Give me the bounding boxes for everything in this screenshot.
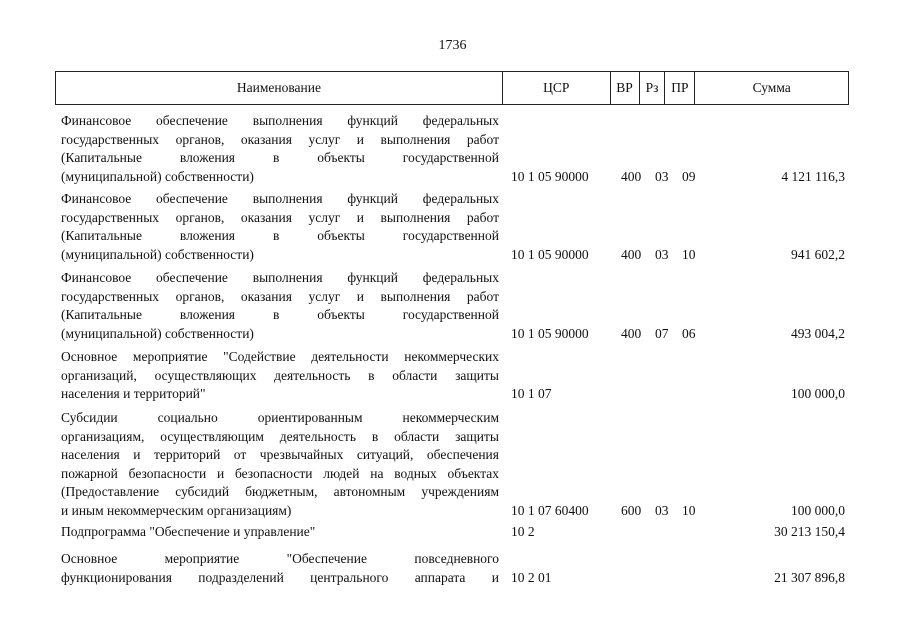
row-vr: 400 (621, 168, 642, 184)
row-name-line: (муниципальной) собственности) (61, 168, 254, 184)
row-rz: 03 (655, 246, 669, 262)
row-name-line: Субсидии социально ориентированным некоммерческим (61, 410, 499, 425)
row-name (61, 523, 499, 542)
table-header (55, 71, 849, 105)
row-vr: 600 (621, 502, 642, 518)
row-csr: 10 1 05 90000 (511, 168, 589, 184)
header-pr: ПР (665, 72, 695, 104)
header-vr: ВР (611, 72, 640, 104)
row-csr: 10 1 07 (511, 386, 552, 401)
row-sum: 100 000,0 (791, 386, 845, 401)
row-name-line: населения и территорий" (61, 386, 206, 401)
row-name-line: (Капитальные вложения в объекты государственной (61, 228, 499, 243)
row-rz: 03 (655, 168, 669, 184)
row-sum: 21 307 896,8 (774, 569, 845, 585)
row-sum: 100 000,0 (791, 502, 845, 518)
header-name: Наименование (56, 72, 503, 104)
row-name-line: населения и территорий от чрезвычайных ситуаций, обеспечения (61, 447, 499, 462)
page-number: 1736 (438, 38, 467, 53)
row-name (61, 269, 499, 343)
row-name-line: и иным некоммерческим организациям) (61, 502, 292, 518)
header-rz: Рз (640, 72, 666, 104)
row-name-line: Подпрограмма "Обеспечение и управление" (61, 524, 316, 539)
row-name-line: функционирования подразделений центрального аппарата и (61, 569, 499, 585)
row-csr: 10 1 07 60400 (511, 502, 589, 518)
row-name-line: организациям, осуществляющим деятельность в области защиты (61, 428, 499, 444)
row-name-line: Основное мероприятие "Обеспечение повседневного (61, 551, 499, 566)
row-name-line: государственных органов, оказания услуг и выполнения работ (61, 288, 499, 304)
row-name-line: (Капитальные вложения в объекты государственной (61, 150, 499, 165)
row-name-line: (муниципальной) собственности) (61, 325, 254, 341)
row-csr: 10 2 01 (511, 569, 552, 585)
row-name-line: (муниципальной) собственности) (61, 246, 254, 262)
row-vr: 400 (621, 246, 642, 262)
row-vr: 400 (621, 325, 642, 341)
row-name-line: (Капитальные вложения в объекты государственной (61, 307, 499, 322)
row-name-line: государственных органов, оказания услуг и выполнения работ (61, 131, 499, 147)
row-name (61, 190, 499, 264)
row-name (61, 409, 499, 520)
row-pr: 10 (682, 246, 696, 262)
row-name (61, 112, 499, 186)
row-pr: 06 (682, 325, 696, 341)
row-pr: 10 (682, 502, 696, 518)
row-csr: 10 1 05 90000 (511, 325, 589, 341)
row-name-line: (Предоставление субсидий бюджетным, автономным учреждениям (61, 484, 499, 499)
row-csr: 10 2 (511, 524, 535, 539)
row-name-line: организаций, осуществляющих деятельность в области защиты (61, 367, 499, 383)
row-pr: 09 (682, 168, 696, 184)
header-sum: Сумма (752, 80, 791, 95)
row-csr: 10 1 05 90000 (511, 246, 589, 262)
header-csr: ЦСР (503, 72, 611, 104)
row-name-line: Финансовое обеспечение выполнения функций федеральных (61, 270, 499, 285)
row-sum: 493 004,2 (791, 325, 845, 341)
row-name-line: Финансовое обеспечение выполнения функций федеральных (61, 191, 499, 206)
row-name (61, 550, 499, 587)
row-name-line: пожарной безопасности и безопасности людей на водных объектах (61, 465, 499, 481)
row-name-line: Финансовое обеспечение выполнения функций федеральных (61, 113, 499, 128)
row-rz: 03 (655, 502, 669, 518)
row-name-line: государственных органов, оказания услуг и выполнения работ (61, 209, 499, 225)
row-rz: 07 (655, 325, 669, 341)
row-sum: 30 213 150,4 (774, 524, 845, 539)
row-sum: 941 602,2 (791, 246, 845, 262)
row-sum: 4 121 116,3 (781, 168, 845, 184)
row-name-line: Основное мероприятие "Содействие деятельности некоммерческих (61, 349, 499, 364)
row-name (61, 348, 499, 404)
